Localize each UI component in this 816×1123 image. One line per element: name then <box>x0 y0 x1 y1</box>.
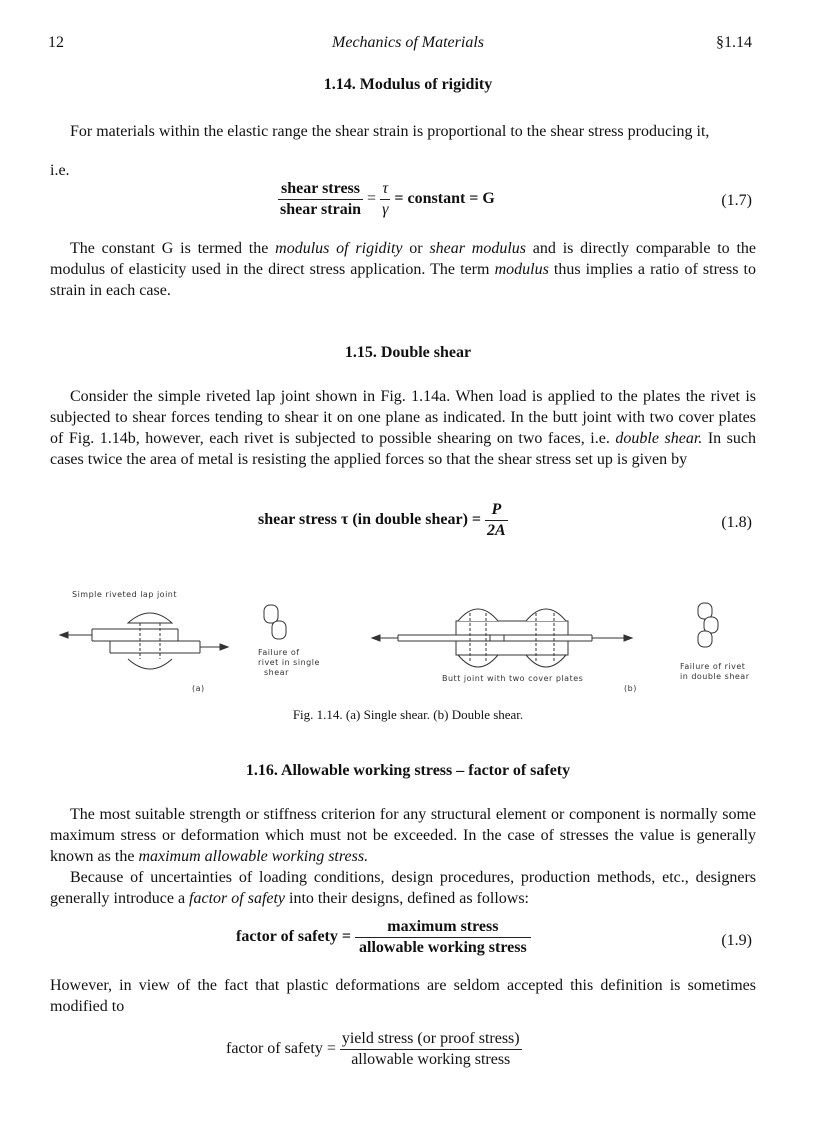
lap-joint-drawing <box>60 613 228 669</box>
s115-paragraph-1 <box>50 386 756 470</box>
s114-p2-text-a: The constant G is termed the <box>70 240 276 257</box>
eq-number-1-9: (1.9) <box>721 932 752 949</box>
s116-paragraph-3: However, in view of the fact that plastic deformations are seldom accepted this definition is sometimes modified to <box>50 977 756 1015</box>
term-modulus-of-rigidity: modulus of rigidity <box>275 240 403 257</box>
failed-rivet-double-shear-drawing <box>698 603 718 647</box>
term-modulus: modulus <box>494 261 549 278</box>
s116-paragraph-1 <box>50 804 756 867</box>
term-shear-modulus: shear modulus <box>429 240 527 257</box>
eq-number-1-8: (1.8) <box>721 514 752 531</box>
s114-paragraph-2 <box>50 238 756 301</box>
eq-1-8-denominator: 2A <box>487 522 506 539</box>
eq-1-7-gamma: γ <box>382 201 389 218</box>
s115-p1-text-a: Consider the simple riveted lap joint shown in Fig. 1.14a. When load is applied to the plates the rivet is subjected to shear forces tending to shear it on one plane as indicated. In the butt joint with two cover plates of Fig. 1.14b, however, each rivet is subjected to possible shearing on two faces, i.e. <box>50 388 756 447</box>
label-failure-double-line-1: Failure of rivet <box>680 662 746 671</box>
equation-modified-factor <box>226 1030 522 1069</box>
term-double-shear: double shear. <box>615 430 703 447</box>
s114-p2-text-d: thus implies a ratio of stress to strain in each case. <box>50 261 757 299</box>
eq-1-7-fraction-symbols <box>380 180 390 219</box>
equation-1-7: $\frac{\text{shear stress}}{\text{shear strain}}$ = $\frac{\tau}{\gamma}$ = constant = G <box>280 180 495 218</box>
eq-1-7-tau: τ <box>380 180 390 200</box>
eq-1-8-fraction <box>485 501 508 540</box>
section-1-14-title: 1.14. Modulus of rigidity <box>323 76 493 93</box>
label-failure-single-line-3: shear <box>264 668 289 677</box>
s114-p2-text-c: and is directly comparable to the modulus of elasticity used in the direct stress application. The term <box>50 240 757 278</box>
section-label: §1.14 <box>716 34 752 51</box>
eq-1-7-fraction-words <box>278 180 363 219</box>
equation-1-8 <box>258 501 508 540</box>
s116-p1-text-a: The most suitable strength or stiffness criterion for any structural element or component is normally some maximum stress or deformation which must not be exceeded. In the case of stresses the value is generally known as the <box>50 806 756 865</box>
eq-mod-numerator: yield stress (or proof stress) <box>340 1030 522 1050</box>
eq-1-7-denominator: shear strain <box>280 201 362 218</box>
eq-1-9-denominator: allowable working stress <box>359 939 527 956</box>
term-factor-of-safety: factor of safety <box>189 890 286 907</box>
term-maximum-allowable-working-stress: maximum allowable working stress. <box>138 848 369 865</box>
equation-1-9 <box>236 918 531 957</box>
label-lap-joint: Simple riveted lap joint <box>72 590 177 599</box>
running-title: Mechanics of Materials <box>332 34 484 51</box>
eq-1-8-lhs: shear stress τ (in double shear) = <box>258 511 482 529</box>
eq-1-9-lhs: factor of safety = <box>236 928 351 946</box>
section-1-15-title: 1.15. Double shear <box>344 344 472 361</box>
eq-1-8-numerator: P <box>485 501 508 521</box>
label-failure-single <box>258 648 320 678</box>
failed-rivet-single-shear-drawing <box>264 605 286 639</box>
s114-ie: i.e. <box>50 162 70 179</box>
label-butt-joint: Butt joint with two cover plates <box>442 674 584 683</box>
label-a: (a) <box>192 684 205 693</box>
label-failure-double-line-2: in double shear <box>680 672 750 681</box>
eq-mod-fraction <box>340 1030 522 1069</box>
figure-caption: Fig. 1.14. (a) Single shear. (b) Double shear. <box>292 707 524 722</box>
section-1-16-title: 1.16. Allowable working stress – factor of safety <box>245 762 571 779</box>
eq-number-1-7: (1.7) <box>721 192 752 209</box>
label-failure-double <box>680 662 750 682</box>
s114-paragraph-1: For materials within the elastic range the shear strain is proportional to the shear stress producing it, <box>70 123 710 140</box>
label-b: (b) <box>624 684 637 693</box>
s116-p2-text-a: Because of uncertainties of loading conditions, design procedures, production methods, etc., designers generally introduce a <box>50 869 756 907</box>
eq-mod-lhs: factor of safety = <box>226 1040 336 1058</box>
s116-p2-text-b: into their designs, defined as follows: <box>285 890 529 907</box>
s115-p1-text-b: In such cases twice the area of metal is resisting the applied forces so that the shear stress set up is given by <box>50 430 757 468</box>
eq-1-7-numerator: shear stress <box>278 180 363 200</box>
eq-1-7-rhs: = constant = G <box>394 190 495 208</box>
s116-paragraph-2 <box>50 867 756 909</box>
eq-1-9-fraction <box>355 918 531 957</box>
eq-1-9-numerator: maximum stress <box>355 918 531 938</box>
label-failure-single-line-2: rivet in single <box>258 658 320 667</box>
label-failure-single-line-1: Failure of <box>258 648 300 657</box>
eq-mod-denominator: allowable working stress <box>351 1051 511 1068</box>
s114-p2-text-b: or <box>402 240 430 257</box>
butt-joint-drawing <box>372 609 632 667</box>
page-number: 12 <box>48 34 64 51</box>
